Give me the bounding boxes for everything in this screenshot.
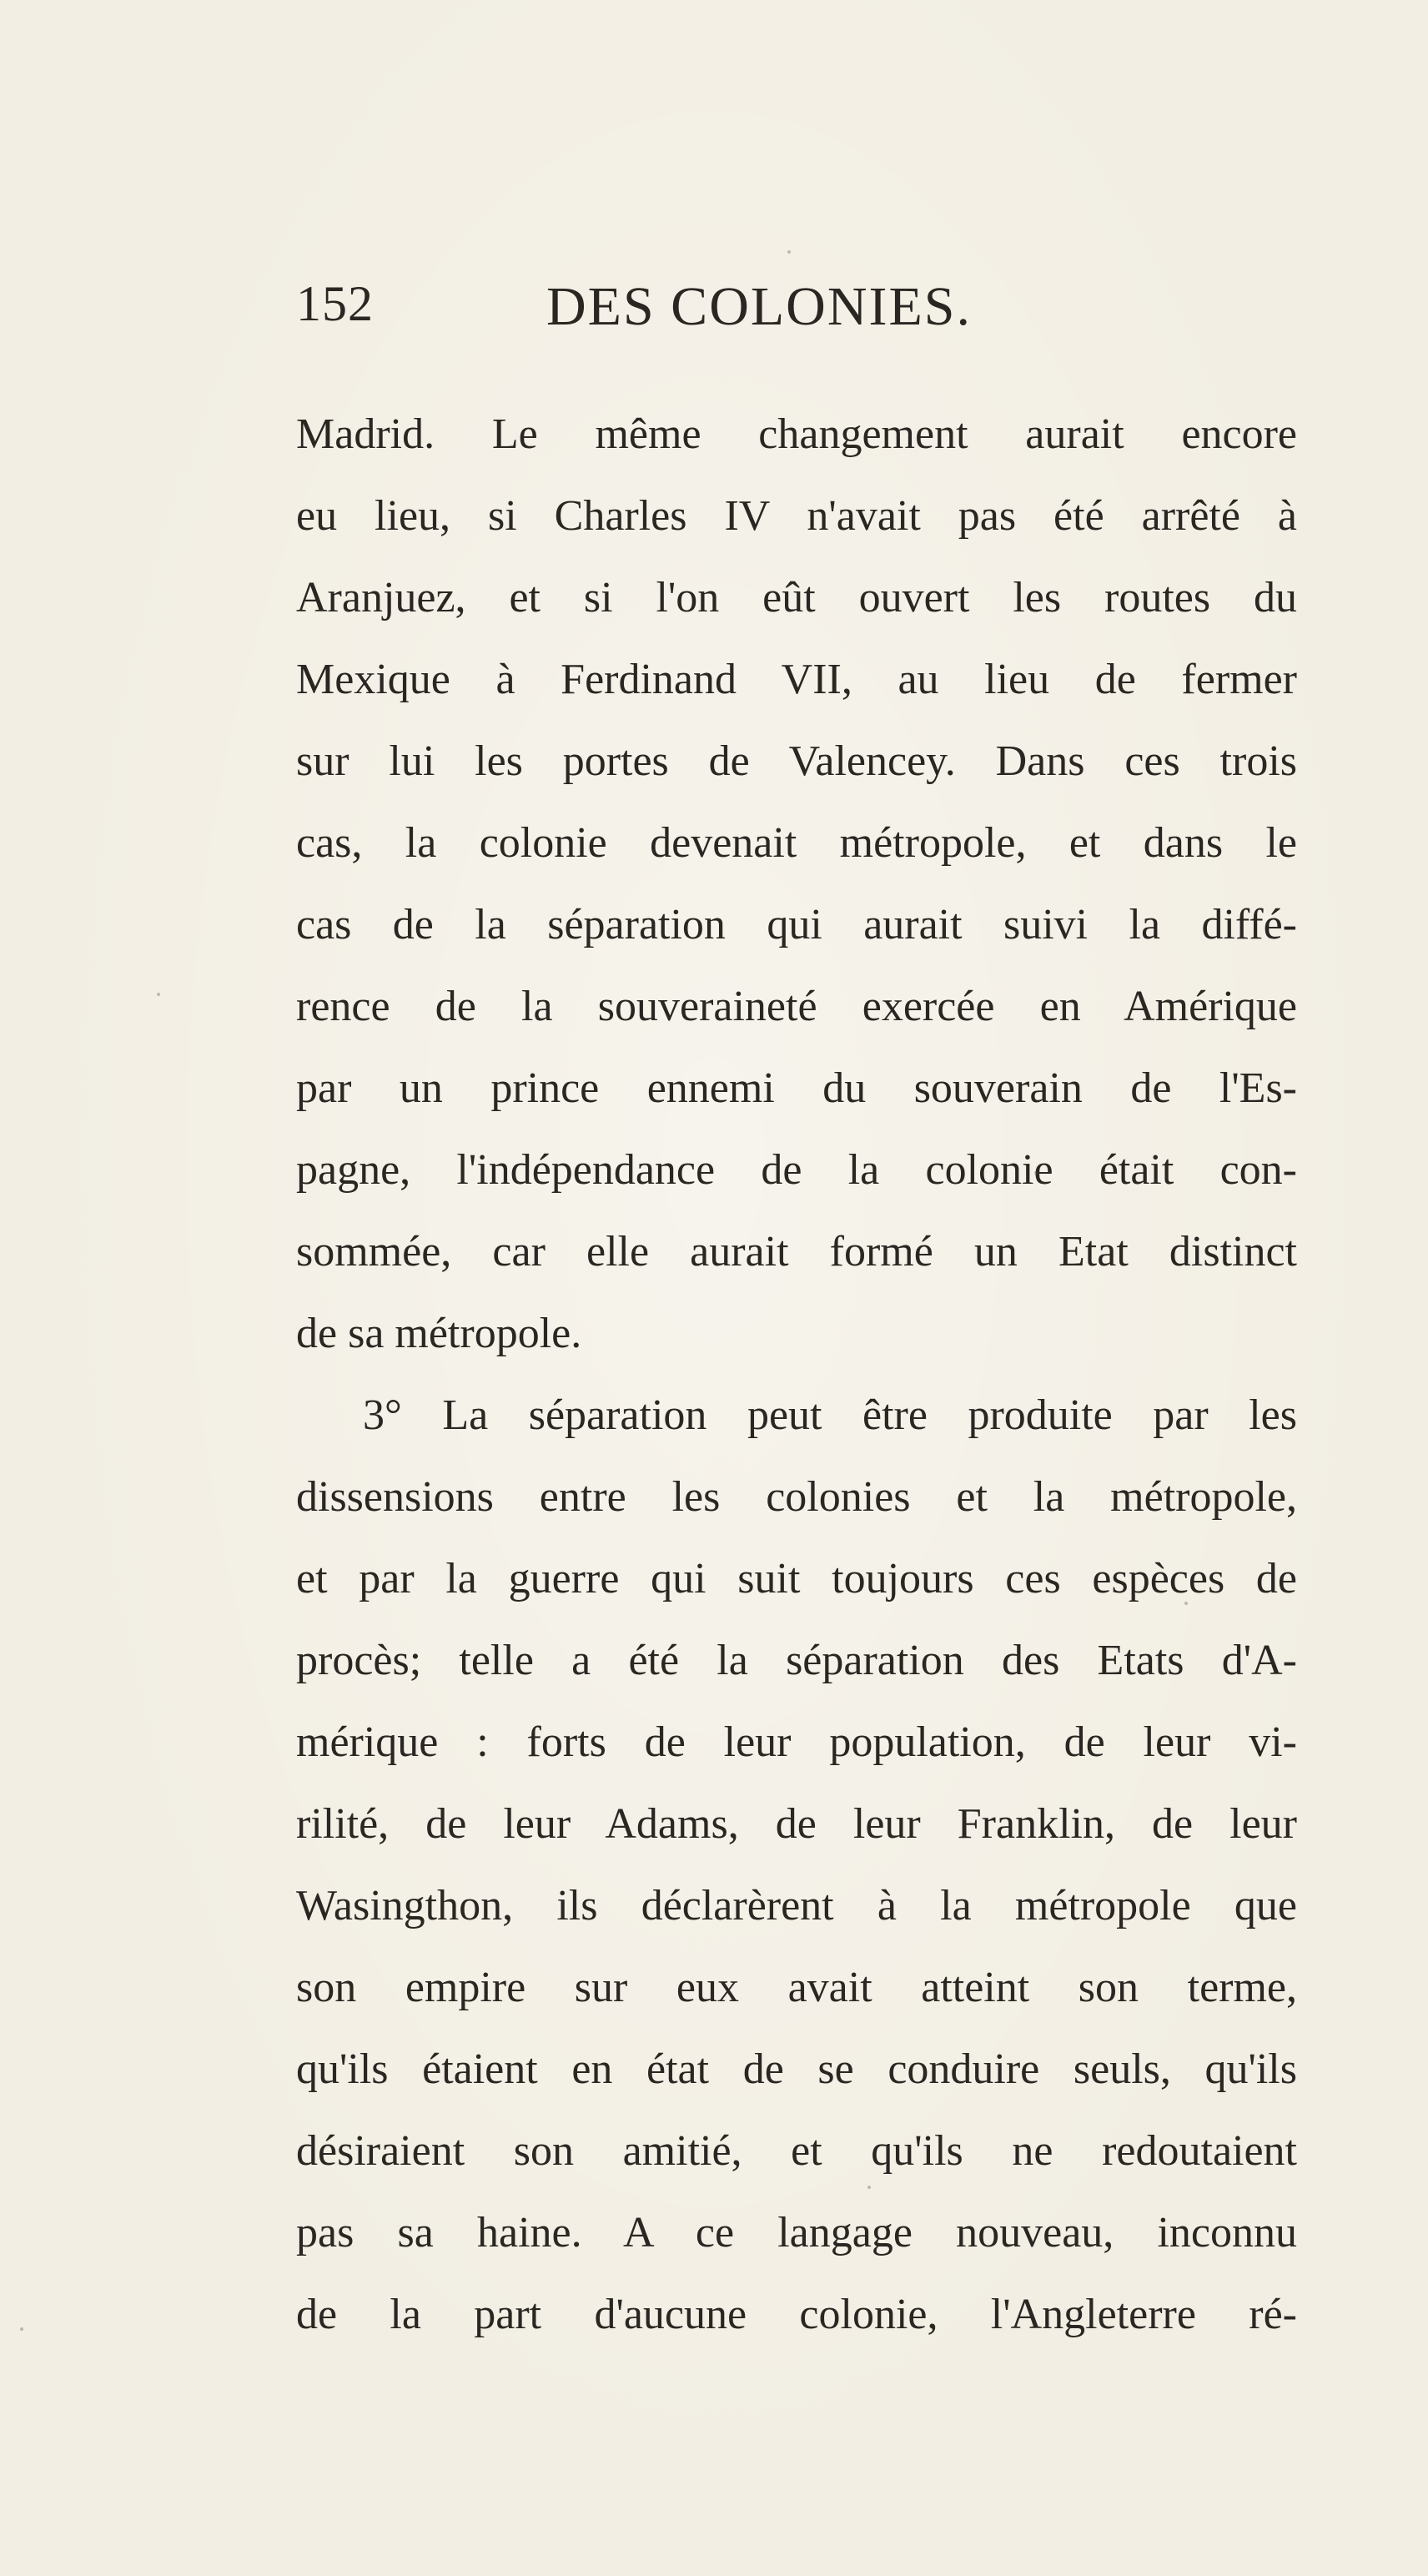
text-line: Madrid. Le même changement aurait encore — [296, 410, 1297, 458]
text-line: pagne, l'indépendance de la colonie était con- — [296, 1146, 1297, 1194]
paper-speck — [20, 2327, 23, 2331]
paper-speck — [157, 993, 160, 996]
text-line: désiraient son amitié, et qu'ils ne redoutaient — [296, 2127, 1297, 2175]
text-line: Mexique à Ferdinand VII, au lieu de fermer — [296, 656, 1297, 703]
paper-speck — [867, 2186, 871, 2189]
text-line: cas de la séparation qui aurait suivi la diffé- — [296, 901, 1297, 948]
text-line: rilité, de leur Adams, de leur Franklin, de leur — [296, 1800, 1297, 1848]
text-line: son empire sur eux avait atteint son terme, — [296, 1964, 1297, 2011]
page-number: 152 — [296, 276, 374, 331]
text-line: procès; telle a été la séparation des Etats d'A- — [296, 1637, 1297, 1684]
text-line: pas sa haine. A ce langage nouveau, inconnu — [296, 2209, 1297, 2257]
text-line: dissensions entre les colonies et la métropole, — [296, 1473, 1297, 1521]
text-line: Wasingthon, ils déclarèrent à la métropole que — [296, 1882, 1297, 1929]
text-line-paragraph-start: 3° La séparation peut être produite par les — [363, 1391, 1297, 1439]
running-title: DES COLONIES. — [546, 276, 973, 337]
text-line: sommée, car elle aurait formé un Etat distinct — [296, 1228, 1297, 1275]
paper-speck — [1184, 1602, 1188, 1605]
paper-speck — [1034, 1171, 1038, 1175]
text-line: sur lui les portes de Valencey. Dans ces trois — [296, 737, 1297, 785]
text-line: rence de la souveraineté exercée en Amérique — [296, 983, 1297, 1030]
text-line: cas, la colonie devenait métropole, et dans le — [296, 819, 1297, 867]
text-line: qu'ils étaient en état de se conduire seuls, qu'ils — [296, 2045, 1297, 2093]
paper-speck — [787, 250, 791, 254]
text-line: et par la guerre qui suit toujours ces espèces de — [296, 1555, 1297, 1602]
text-line: par un prince ennemi du souverain de l'Es- — [296, 1064, 1297, 1112]
text-line: eu lieu, si Charles IV n'avait pas été arrêté à — [296, 492, 1297, 540]
text-line: de sa métropole. — [296, 1310, 582, 1357]
text-line: mérique : forts de leur population, de leur vi- — [296, 1718, 1297, 1766]
text-line: Aranjuez, et si l'on eût ouvert les routes du — [296, 574, 1297, 621]
text-line: de la part d'aucune colonie, l'Angleterre ré- — [296, 2291, 1297, 2338]
page-header — [296, 275, 1147, 350]
body-text — [296, 394, 1297, 2356]
